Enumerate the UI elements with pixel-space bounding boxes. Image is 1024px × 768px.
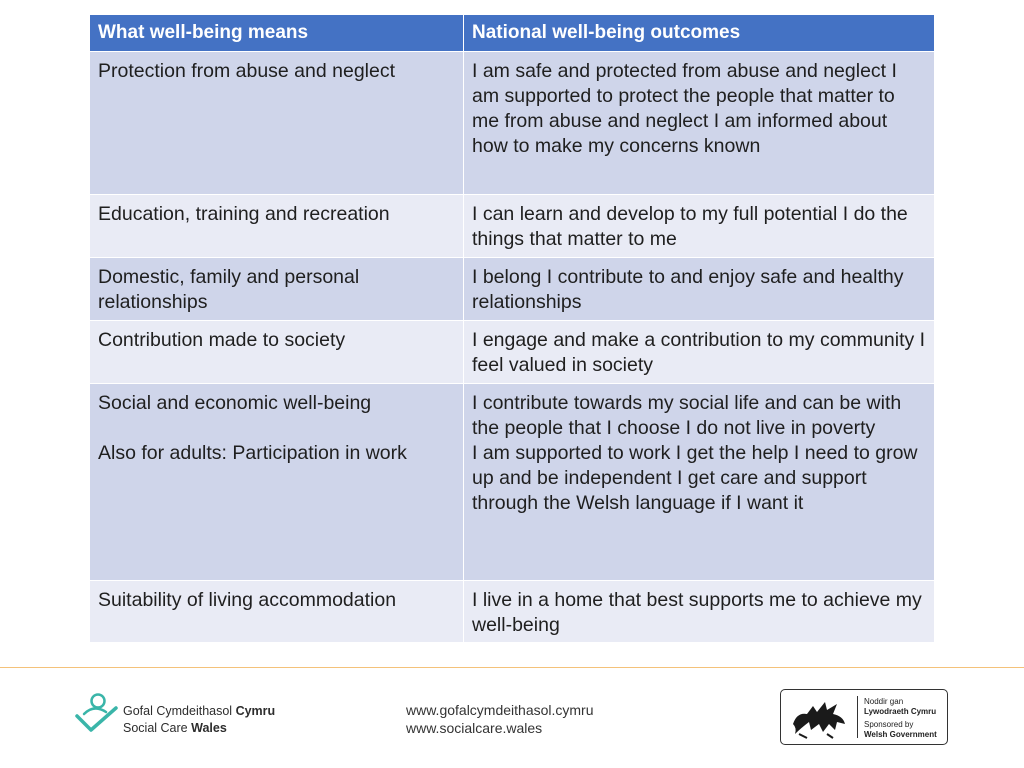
well-being-table bbox=[89, 14, 935, 643]
means-cell: Protection from abuse and neglect bbox=[90, 52, 464, 195]
table-row bbox=[90, 195, 935, 258]
means-paragraph: Also for adults: Participation in work bbox=[98, 442, 407, 464]
footer-divider bbox=[0, 667, 1024, 668]
table-row bbox=[90, 321, 935, 384]
table-row bbox=[90, 258, 935, 321]
welsh-dragon-icon bbox=[787, 694, 851, 740]
social-care-wales-emblem-icon bbox=[74, 692, 120, 740]
sponsor-text-english: Sponsored by bbox=[864, 720, 914, 729]
footer-urls bbox=[406, 701, 594, 737]
welsh-url-link[interactable]: www.gofalcymdeithasol.cymru bbox=[406, 702, 594, 718]
outcomes-cell bbox=[464, 384, 935, 581]
logo-text-english: Social Care Wales bbox=[123, 721, 227, 735]
outcomes-paragraph: I am supported to work I get the help I need to grow up and be independent I get care and support through the Welsh language if I want it bbox=[472, 442, 918, 514]
logo-text-welsh: Gofal Cymdeithasol Cymru bbox=[123, 704, 276, 718]
means-cell bbox=[90, 384, 464, 581]
means-cell: Education, training and recreation bbox=[90, 195, 464, 258]
table-row bbox=[90, 384, 935, 581]
table-header-row bbox=[90, 15, 935, 52]
welsh-government-logo bbox=[780, 689, 948, 745]
header-national-outcomes: National well-being outcomes bbox=[464, 15, 935, 52]
means-cell: Suitability of living accommodation bbox=[90, 581, 464, 643]
outcomes-cell: I live in a home that best supports me to achieve my well-being bbox=[464, 581, 935, 643]
means-cell: Contribution made to society bbox=[90, 321, 464, 384]
table-row bbox=[90, 581, 935, 643]
means-paragraph: Social and economic well-being bbox=[98, 392, 372, 414]
logo-separator bbox=[857, 696, 858, 738]
outcomes-cell: I can learn and develop to my full potential I do the things that matter to me bbox=[464, 195, 935, 258]
table-row bbox=[90, 52, 935, 195]
sponsor-text-welsh: Noddir gan bbox=[864, 697, 904, 706]
outcomes-cell: I am safe and protected from abuse and neglect I am supported to protect the people that matter to me from abuse and neglect I am informed about how to make my concerns known bbox=[464, 52, 935, 195]
sponsor-org-english: Welsh Government bbox=[864, 730, 937, 739]
social-care-wales-logo bbox=[74, 692, 294, 740]
means-cell: Domestic, family and personal relationships bbox=[90, 258, 464, 321]
outcomes-cell: I engage and make a contribution to my community I feel valued in society bbox=[464, 321, 935, 384]
english-url-link[interactable]: www.socialcare.wales bbox=[406, 720, 543, 736]
outcomes-paragraph: I contribute towards my social life and can be with the people that I choose I do not live in poverty bbox=[472, 392, 902, 439]
sponsor-org-welsh: Lywodraeth Cymru bbox=[864, 707, 937, 716]
outcomes-cell: I belong I contribute to and enjoy safe and healthy relationships bbox=[464, 258, 935, 321]
header-well-being-means: What well-being means bbox=[90, 15, 464, 52]
